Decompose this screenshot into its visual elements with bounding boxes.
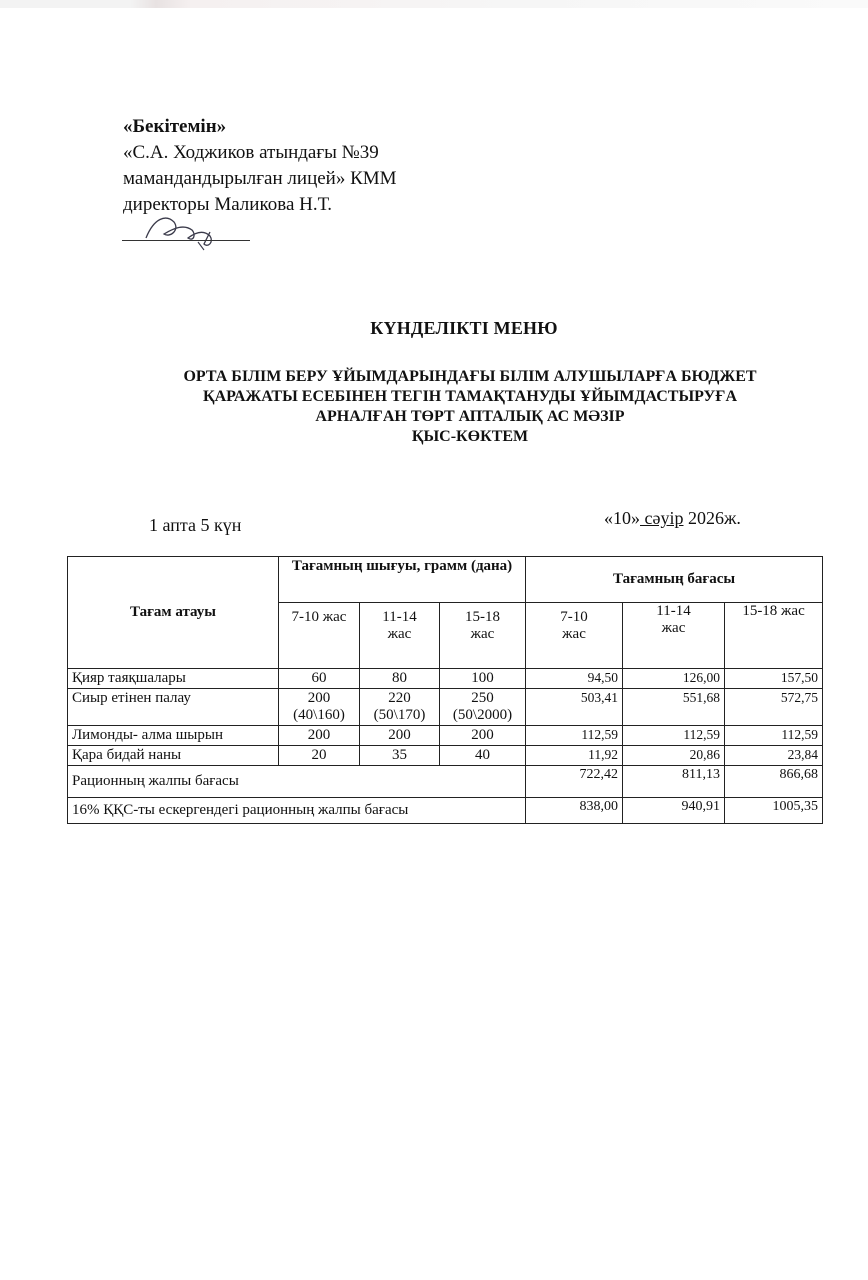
price-11-14: 551,68 <box>623 689 725 726</box>
yield-7-10 <box>279 689 360 726</box>
yield-11-14: 35 <box>360 746 440 766</box>
total-price-11-14: 811,13 <box>623 766 725 798</box>
yield-15-18: 40 <box>440 746 526 766</box>
menu-date <box>604 508 741 529</box>
page-subtitle <box>140 367 800 447</box>
table-row <box>68 746 823 766</box>
header-dish-name: Тағам атауы <box>68 557 279 669</box>
date-month: сәуір <box>640 508 684 528</box>
header-price-age-7-10-range: 7-10 <box>560 609 588 625</box>
week-day-label: 1 апта 5 күн <box>149 515 242 535</box>
dish-name: Қара бидай наны <box>68 746 279 766</box>
yield-7-10: 20 <box>279 746 360 766</box>
price-11-14: 126,00 <box>623 669 725 689</box>
vat-total-row <box>68 798 823 824</box>
price-7-10: 94,50 <box>526 669 623 689</box>
dish-name: Лимонды- алма шырын <box>68 726 279 746</box>
yield-15-18-total: 250 <box>471 690 494 706</box>
yield-15-18: 200 <box>440 726 526 746</box>
header-yield-age-11-14-range: 11-14 <box>382 609 417 625</box>
date-day: «10» <box>604 508 640 528</box>
vat-total-price-15-18: 1005,35 <box>725 798 823 824</box>
yield-11-14: 200 <box>360 726 440 746</box>
scan-top-edge <box>0 0 868 8</box>
table-row <box>68 689 823 726</box>
yield-15-18: 100 <box>440 669 526 689</box>
price-15-18: 572,75 <box>725 689 823 726</box>
yield-11-14: 80 <box>360 669 440 689</box>
total-row <box>68 766 823 798</box>
header-price-age-15-18: 15-18 жас <box>725 603 823 669</box>
yield-7-10-total: 200 <box>307 690 331 706</box>
approval-line-2: мамандандырылған лицей» КММ <box>123 168 397 189</box>
header-yield: Тағамның шығуы, грамм (дана) <box>279 557 526 603</box>
menu-table <box>67 556 823 824</box>
vat-total-price-11-14: 940,91 <box>623 798 725 824</box>
subtitle-line-2: ҚАРАЖАТЫ ЕСЕБІНЕН ТЕГІН ТАМАҚТАНУДЫ ҰЙЫМДАСТЫРУҒА <box>202 388 738 405</box>
total-label: Рационның жалпы бағасы <box>68 766 526 798</box>
header-price-age-11-14 <box>623 603 725 669</box>
dish-name: Сиыр етінен палау <box>68 689 279 726</box>
approval-line-1: «С.А. Ходжиков атындағы №39 <box>123 142 379 163</box>
price-7-10: 11,92 <box>526 746 623 766</box>
price-15-18: 23,84 <box>725 746 823 766</box>
yield-7-10: 60 <box>279 669 360 689</box>
price-7-10: 503,41 <box>526 689 623 726</box>
yield-15-18-detail: (50\2000) <box>452 707 513 723</box>
vat-total-price-7-10: 838,00 <box>526 798 623 824</box>
approval-heading: «Бекітемін» <box>123 116 227 137</box>
price-15-18: 157,50 <box>725 669 823 689</box>
total-price-15-18: 866,68 <box>725 766 823 798</box>
signature <box>140 208 230 252</box>
yield-11-14-detail: (50\170) <box>373 707 426 723</box>
header-price-age-7-10 <box>526 603 623 669</box>
header-yield-age-11-14 <box>360 603 440 669</box>
yield-11-14 <box>360 689 440 726</box>
header-price-age-11-14-range: 11-14 <box>656 603 691 619</box>
yield-7-10-detail: (40\160) <box>293 707 345 723</box>
page-title: КҮНДЕЛІКТІ МЕНЮ <box>370 318 558 338</box>
price-15-18: 112,59 <box>725 726 823 746</box>
dish-name: Қияр таяқшалары <box>68 669 279 689</box>
header-price: Тағамның бағасы <box>526 557 823 603</box>
header-price-age-7-10-unit: жас <box>562 626 586 642</box>
yield-15-18 <box>440 689 526 726</box>
yield-7-10: 200 <box>279 726 360 746</box>
price-7-10: 112,59 <box>526 726 623 746</box>
header-price-age-11-14-unit: жас <box>661 620 686 636</box>
header-yield-age-11-14-unit: жас <box>387 626 412 642</box>
subtitle-line-1: ОРТА БІЛІМ БЕРУ ҰЙЫМДАРЫНДАҒЫ БІЛІМ АЛУШЫЛАРҒА БЮДЖЕТ <box>183 368 757 385</box>
yield-11-14-total: 220 <box>388 690 411 706</box>
price-11-14: 20,86 <box>623 746 725 766</box>
approval-block <box>123 114 397 218</box>
subtitle-line-4: ҚЫС-КӨКТЕМ <box>411 428 529 445</box>
header-yield-age-15-18-unit: жас <box>470 626 495 642</box>
table-row <box>68 669 823 689</box>
header-yield-age-15-18 <box>440 603 526 669</box>
header-yield-age-7-10: 7-10 жас <box>279 603 360 669</box>
approval-line-3: директоры Маликова Н.Т. <box>123 194 333 215</box>
signature-line <box>122 240 250 241</box>
table-row <box>68 726 823 746</box>
total-price-7-10: 722,42 <box>526 766 623 798</box>
date-year: 2026ж. <box>683 508 741 528</box>
subtitle-line-3: АРНАЛҒАН ТӨРТ АПТАЛЫҚ АС МӘЗІР <box>315 408 625 425</box>
price-11-14: 112,59 <box>623 726 725 746</box>
header-yield-age-15-18-range: 15-18 <box>465 609 500 625</box>
vat-total-label: 16% ҚҚС-ты ескергендегі рационның жалпы бағасы <box>68 798 526 824</box>
